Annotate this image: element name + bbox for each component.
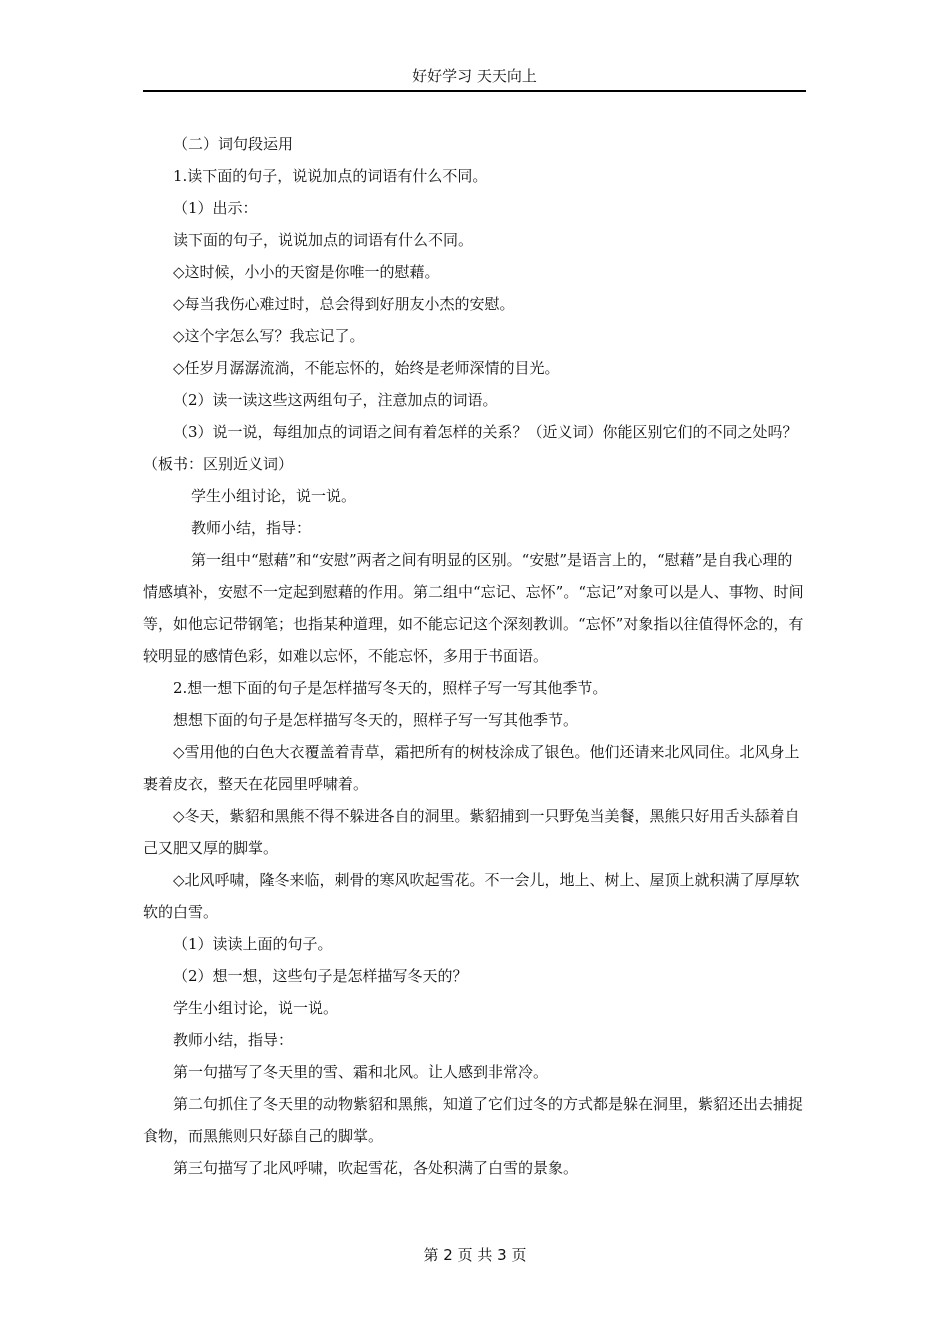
paragraph: （2）读一读这些这两组句子，注意加点的词语。 xyxy=(173,391,498,409)
paragraph: 第一句描写了冬天里的雪、霜和北风。让人感到非常冷。 xyxy=(173,1063,549,1081)
example-sentence: ◇北风呼啸，隆冬来临，刺骨的寒风吹起雪花。不一会儿，地上、树上、屋顶上就积满了厚厚软软的白雪。 xyxy=(143,871,800,921)
example-sentence: ◇雪用他的白色大衣覆盖着青草，霜把所有的树枝涂成了银色。他们还请来北风同住。北风身上裹着皮衣，整天在花园里呼啸着。 xyxy=(143,743,800,793)
example-sentence: ◇任岁月潺潺流淌，不能忘怀的，始终是老师深情的目光。 xyxy=(173,359,560,377)
example-sentence: ◇每当我伤心难过时，总会得到好朋友小杰的安慰。 xyxy=(173,295,515,313)
page-header: 好好学习 天天向上 xyxy=(143,64,806,92)
paragraph: （1）读读上面的句子。 xyxy=(173,935,333,953)
paragraph: 读下面的句子，说说加点的词语有什么不同。 xyxy=(173,231,474,249)
paragraph: 学生小组讨论，说一说。 xyxy=(173,999,339,1017)
paragraph: 教师小结，指导： xyxy=(191,519,312,537)
paragraph: 第一组中“慰藉”和“安慰”两者之间有明显的区别。“安慰”是语言上的，“慰藉”是自我心理的情感填补，安慰不一定起到慰藉的作用。第二组中“忘记、忘怀”。“忘记”对象可以是人、事物、时间等，如他忘记带钢笔；也指某种道理，如不能忘记这个深刻教训。“忘怀”对象指以往值得怀念的，有较明显的感情色彩，如难以忘怀，不能忘怀，多用于书面语。 xyxy=(143,551,804,665)
paragraph: 想想下面的句子是怎样描写冬天的，照样子写一写其他季节。 xyxy=(173,711,579,729)
example-sentence: ◇冬天，紫貂和黑熊不得不躲进各自的洞里。紫貂捕到一只野兔当美餐，黑熊只好用舌头舔着自己又肥又厚的脚掌。 xyxy=(143,807,800,857)
paragraph: 第二句抓住了冬天里的动物紫貂和黑熊，知道了它们过冬的方式都是躲在洞里，紫貂还出去捕捉食物，而黑熊则只好舔自己的脚掌。 xyxy=(143,1095,804,1145)
section-heading: （二）词句段运用 xyxy=(173,135,294,153)
example-sentence: ◇这个字怎么写？我忘记了。 xyxy=(173,327,365,345)
paragraph: （3）说一说，每组加点的词语之间有着怎样的关系？（近义词）你能区别它们的不同之处吗？（板书：区别近义词） xyxy=(143,423,798,473)
document-body xyxy=(143,128,806,1184)
paragraph: 第三句描写了北风呼啸，吹起雪花，各处积满了白雪的景象。 xyxy=(173,1159,579,1177)
page-footer: 第 2 页 共 3 页 xyxy=(423,1246,527,1264)
paragraph: （2）想一想，这些句子是怎样描写冬天的？ xyxy=(173,967,468,985)
paragraph: （1）出示： xyxy=(173,199,258,217)
task-1-title: 1.读下面的句子，说说加点的词语有什么不同。 xyxy=(173,167,488,185)
paragraph: 学生小组讨论，说一说。 xyxy=(191,487,357,505)
task-2-title: 2.想一想下面的句子是怎样描写冬天的，照样子写一写其他季节。 xyxy=(173,679,608,697)
paragraph: 教师小结，指导： xyxy=(173,1031,294,1049)
example-sentence: ◇这时候，小小的天窗是你唯一的慰藉。 xyxy=(173,263,440,281)
